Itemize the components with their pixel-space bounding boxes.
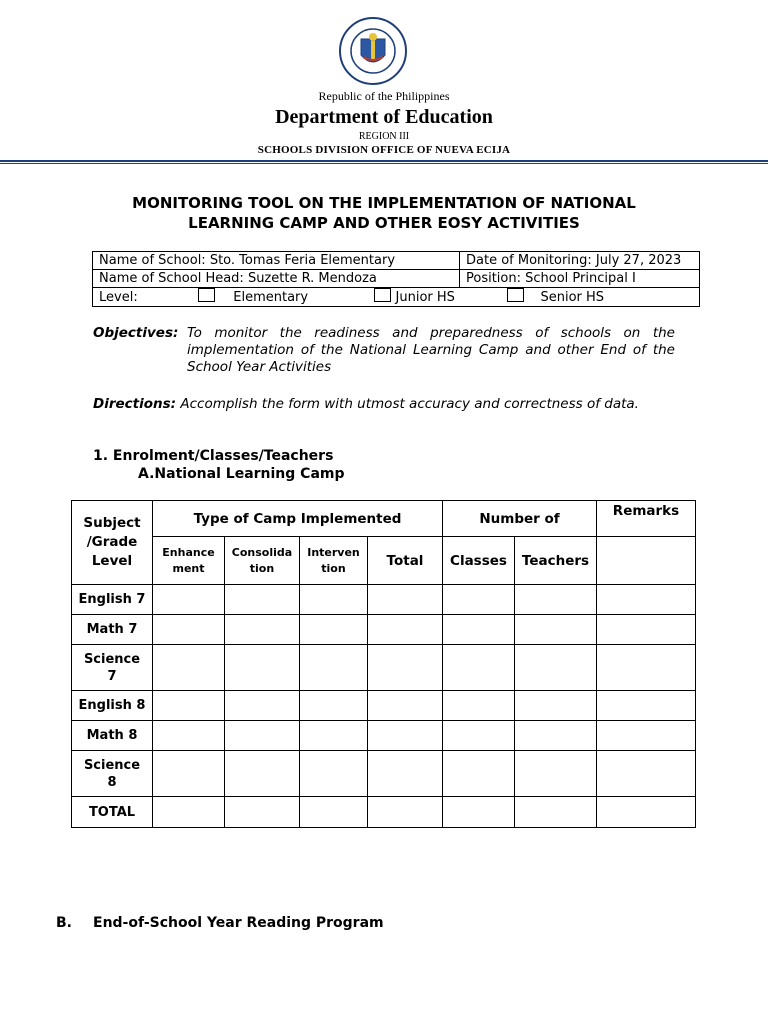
data-entry-cell[interactable] <box>597 585 696 615</box>
objectives-label: Objectives: <box>93 325 179 341</box>
data-entry-cell[interactable] <box>443 691 515 721</box>
number-of-header: Number of <box>443 501 597 537</box>
row-subject-label: Math 7 <box>72 615 153 645</box>
junior-hs-label: Junior HS <box>395 290 455 305</box>
data-entry-cell[interactable] <box>443 721 515 751</box>
data-entry-cell[interactable] <box>368 797 443 828</box>
section-b-heading: End-of-School Year Reading Program <box>93 915 384 931</box>
row-subject-label: English 8 <box>72 691 153 721</box>
consolidation-header: Consolida tion <box>225 537 300 585</box>
position-cell: Position: School Principal I <box>460 270 700 288</box>
remarks-header: Remarks <box>597 501 696 537</box>
data-entry-cell[interactable] <box>443 797 515 828</box>
data-entry-cell[interactable] <box>368 645 443 691</box>
table-row <box>72 645 696 691</box>
data-entry-cell[interactable] <box>597 797 696 828</box>
objectives-line1: To monitor the readiness and preparedness of schools on the <box>187 325 675 341</box>
data-entry-cell[interactable] <box>300 691 368 721</box>
data-entry-cell[interactable] <box>300 721 368 751</box>
data-entry-cell[interactable] <box>443 751 515 797</box>
objectives-line2: implementation of the National Learning Camp and other End of the <box>187 342 675 358</box>
data-entry-cell[interactable] <box>225 751 300 797</box>
department-title: Department of Education <box>275 106 493 128</box>
senior-hs-checkbox[interactable] <box>507 288 524 302</box>
row-subject-label: Science 7 <box>72 645 153 691</box>
remarks-subheader <box>597 537 696 585</box>
data-entry-cell[interactable] <box>368 615 443 645</box>
objectives-line3: School Year Activities <box>187 359 332 375</box>
data-entry-cell[interactable] <box>368 585 443 615</box>
data-entry-cell[interactable] <box>153 751 225 797</box>
data-entry-cell[interactable] <box>300 585 368 615</box>
data-entry-cell[interactable] <box>515 751 597 797</box>
directions-text: Accomplish the form with utmost accuracy and correctness of data. <box>180 396 639 412</box>
data-entry-cell[interactable] <box>515 645 597 691</box>
republic-text: Republic of the Philippines <box>318 89 450 103</box>
table-row <box>72 691 696 721</box>
header-divider <box>0 160 768 164</box>
row-subject-label: Science 8 <box>72 751 153 797</box>
learning-camp-table <box>71 500 696 828</box>
data-entry-cell[interactable] <box>225 721 300 751</box>
level-cell <box>93 288 700 307</box>
document-title-line2: LEARNING CAMP AND OTHER EOSY ACTIVITIES <box>188 214 580 232</box>
intervention-header: Interven tion <box>300 537 368 585</box>
data-entry-cell[interactable] <box>597 645 696 691</box>
date-cell: Date of Monitoring: July 27, 2023 <box>460 252 700 270</box>
objectives-block <box>93 325 675 376</box>
row-subject-label: Math 8 <box>72 721 153 751</box>
data-entry-cell[interactable] <box>443 615 515 645</box>
total-header: Total <box>368 537 443 585</box>
deped-seal-logo <box>327 17 419 85</box>
division-text: SCHOOLS DIVISION OFFICE OF NUEVA ECIJA <box>257 144 511 156</box>
data-entry-cell[interactable] <box>443 645 515 691</box>
table-row <box>72 585 696 615</box>
data-entry-cell[interactable] <box>597 751 696 797</box>
table-row <box>72 615 696 645</box>
data-entry-cell[interactable] <box>300 751 368 797</box>
data-entry-cell[interactable] <box>597 691 696 721</box>
data-entry-cell[interactable] <box>597 615 696 645</box>
data-entry-cell[interactable] <box>515 615 597 645</box>
data-entry-cell[interactable] <box>153 585 225 615</box>
row-subject-label: English 7 <box>72 585 153 615</box>
data-entry-cell[interactable] <box>153 615 225 645</box>
elementary-checkbox[interactable] <box>198 288 215 302</box>
section1a-heading: A.National Learning Camp <box>138 466 345 482</box>
school-head-cell: Name of School Head: Suzette R. Mendoza <box>93 270 460 288</box>
data-entry-cell[interactable] <box>515 797 597 828</box>
data-entry-cell[interactable] <box>225 691 300 721</box>
directions-label: Directions: <box>93 396 177 412</box>
teachers-header: Teachers <box>515 537 597 585</box>
data-entry-cell[interactable] <box>368 751 443 797</box>
data-entry-cell[interactable] <box>225 615 300 645</box>
data-entry-cell[interactable] <box>300 797 368 828</box>
data-entry-cell[interactable] <box>153 797 225 828</box>
level-label: Level: <box>99 290 138 305</box>
data-entry-cell[interactable] <box>153 691 225 721</box>
data-entry-cell[interactable] <box>300 645 368 691</box>
table-row <box>72 751 696 797</box>
section1-heading: 1. Enrolment/Classes/Teachers <box>93 448 334 464</box>
school-name-cell: Name of School: Sto. Tomas Feria Elementary <box>93 252 460 270</box>
data-entry-cell[interactable] <box>225 585 300 615</box>
data-entry-cell[interactable] <box>597 721 696 751</box>
data-entry-cell[interactable] <box>515 721 597 751</box>
data-entry-cell[interactable] <box>300 615 368 645</box>
junior-hs-checkbox[interactable] <box>374 288 391 302</box>
type-of-camp-header: Type of Camp Implemented <box>153 501 443 537</box>
row-subject-label: TOTAL <box>72 797 153 828</box>
subject-header: Subject /Grade Level <box>72 501 153 585</box>
senior-hs-label: Senior HS <box>540 290 605 305</box>
directions-block <box>93 396 693 413</box>
elementary-label: Elementary <box>233 290 309 305</box>
school-info-table <box>92 251 700 307</box>
data-entry-cell[interactable] <box>153 645 225 691</box>
table-row <box>72 797 696 828</box>
data-entry-cell[interactable] <box>225 645 300 691</box>
data-entry-cell[interactable] <box>443 585 515 615</box>
document-title-line1: MONITORING TOOL ON THE IMPLEMENTATION OF NATIONAL <box>132 194 636 212</box>
data-entry-cell[interactable] <box>515 691 597 721</box>
section-b-label: B. <box>56 915 72 931</box>
classes-header: Classes <box>443 537 515 585</box>
data-entry-cell[interactable] <box>153 721 225 751</box>
data-entry-cell[interactable] <box>515 585 597 615</box>
data-entry-cell[interactable] <box>368 691 443 721</box>
enhancement-header: Enhance ment <box>153 537 225 585</box>
data-entry-cell[interactable] <box>225 797 300 828</box>
data-entry-cell[interactable] <box>368 721 443 751</box>
table-row <box>72 721 696 751</box>
region-text: REGION III <box>358 131 410 142</box>
